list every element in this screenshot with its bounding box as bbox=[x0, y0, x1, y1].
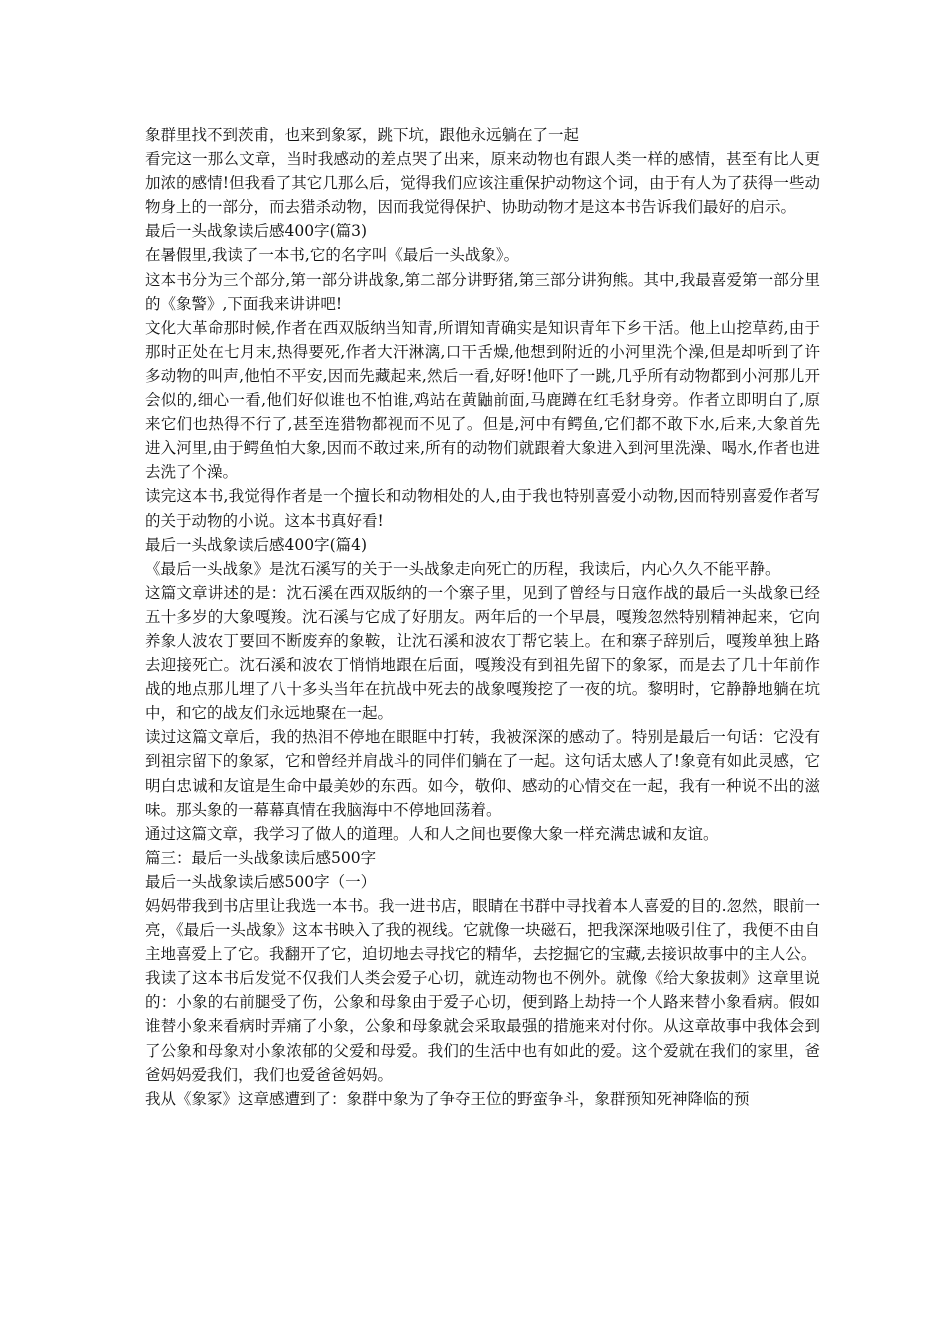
section-heading: 最后一头战象读后感500字（一） bbox=[145, 872, 377, 891]
paragraph: 文化大革命那时候,作者在西双版纳当知青,所谓知青确实是知识青年下乡干活。他上山挖草药,由于那时正处在七月末,热得要死,作者大汗淋漓,口干舌燥,他想到附近的小河里洗个澡,但是却听到了许多动物的叫声,他怕不平安,因而先藏起来,然后一看,好呀!他吓了一跳,几乎所有动物都到小河那儿开会似的,细心一看,他们好似谁也不怕谁,鸡站在黄鼬前面,马鹿蹲在红毛豺身旁。作者立即明白了,原来它们也热得不行了,甚至连猎物都视而不见了。但是,河中有鳄鱼,它们都不敢下水,后来,大象首先进入河里,由于鳄鱼怕大象,因而不敢过来,所有的动物们就跟着大象进入到河里洗澡、喝水,作者也进去洗了个澡。 bbox=[145, 318, 820, 482]
paragraph: 我从《象冢》这章感遭到了：象群中象为了争夺王位的野蛮争斗，象群预知死神降临的预 bbox=[145, 1089, 750, 1108]
chapter-heading: 篇三：最后一头战象读后感500字 bbox=[145, 848, 377, 867]
paragraph: 看完这一那么文章，当时我感动的差点哭了出来，原来动物也有跟人类一样的感情，甚至有比人更加浓的感情!但我看了其它几那么后，觉得我们应该注重保护动物这个词，由于有人为了获得一些动物身上的一部分，而去猎杀动物，因而我觉得保护、协助动物才是这本书告诉我们最好的启示。 bbox=[145, 150, 820, 217]
section-heading: 最后一头战象读后感400字(篇4) bbox=[145, 535, 368, 554]
paragraph: 妈妈带我到书店里让我选一本书。我一进书店，眼睛在书群中寻找着本人喜爱的目的.忽然，眼前一亮，《最后一头战象》这本书映入了我的视线。它就像一块磁石，把我深深地吸引住了，我便不由自主地喜爱上了它。我翻开了它，迫切地去寻找它的精华，去挖掘它的宝藏,去接识故事中的主人公。 bbox=[145, 897, 820, 964]
paragraph: 这篇文章讲述的是：沈石溪在西双版纳的一个寨子里，见到了曾经与日寇作战的最后一头战象已经五十多岁的大象嘎羧。沈石溪与它成了好朋友。两年后的一个早晨，嘎羧忽然特别精神起来，它向养象人波农丁要回不断废弃的象鞍，让沈石溪和波农丁帮它装上。在和寨子辞别后，嘎羧单独上路去迎接死亡。沈石溪和波农丁悄悄地跟在后面，嘎羧没有到祖先留下的象冢，而是去了几十年前作战的地点那儿埋了八十多头当年在抗战中死去的战象嘎羧挖了一夜的坑。黎明时，它静静地躺在坑中，和它的战友们永远地聚在一起。 bbox=[145, 583, 820, 723]
paragraph: 这本书分为三个部分,第一部分讲战象,第二部分讲野猪,第三部分讲狗熊。其中,我最喜爱第一部分里的《象警》,下面我来讲讲吧! bbox=[145, 270, 820, 313]
paragraph: 在暑假里,我读了一本书,它的名字叫《最后一头战象》。 bbox=[145, 246, 520, 265]
paragraph: 读过这篇文章后，我的热泪不停地在眼眶中打转，我被深深的感动了。特别是最后一句话：它没有到祖宗留下的象冢，它和曾经并肩战斗的同伴们躺在了一起。这句话太感人了!象竟有如此灵感，它明白忠诚和友谊是生命中最美妙的东西。如今，敬仰、感动的心情交在一起，我有一种说不出的滋味。那头象的一幕幕真情在我脑海中不停地回荡着。 bbox=[145, 728, 820, 819]
paragraph: 我读了这本书后发觉不仅我们人类会爱子心切，就连动物也不例外。就像《给大象拔刺》这章里说的：小象的右前腿受了伤，公象和母象由于爱子心切，便到路上劫持一个人路来替小象看病。假如谁替小象来看病时弄痛了小象，公象和母象就会采取最强的措施来对付你。从这章故事中我体会到了公象和母象对小象浓郁的父爱和母爱。我们的生活中也有如此的爱。这个爱就在我们的家里，爸爸妈妈爱我们，我们也爱爸爸妈妈。 bbox=[145, 969, 820, 1084]
section-heading: 最后一头战象读后感400字(篇3) bbox=[145, 222, 368, 241]
paragraph: 《最后一头战象》是沈石溪写的关于一头战象走向死亡的历程，我读后，内心久久不能平静。 bbox=[145, 559, 781, 578]
document-body bbox=[145, 123, 820, 1111]
paragraph: 象群里找不到茨甫，也来到象冢，跳下坑，跟他永远躺在了一起 bbox=[145, 126, 580, 144]
paragraph: 通过这篇文章，我学习了做人的道理。人和人之间也要像大象一样充满忠诚和友谊。 bbox=[145, 824, 719, 843]
paragraph: 读完这本书,我觉得作者是一个擅长和动物相处的人,由于我也特别喜爱小动物,因而特别喜爱作者写的关于动物的小说。这本书真好看! bbox=[145, 487, 820, 530]
